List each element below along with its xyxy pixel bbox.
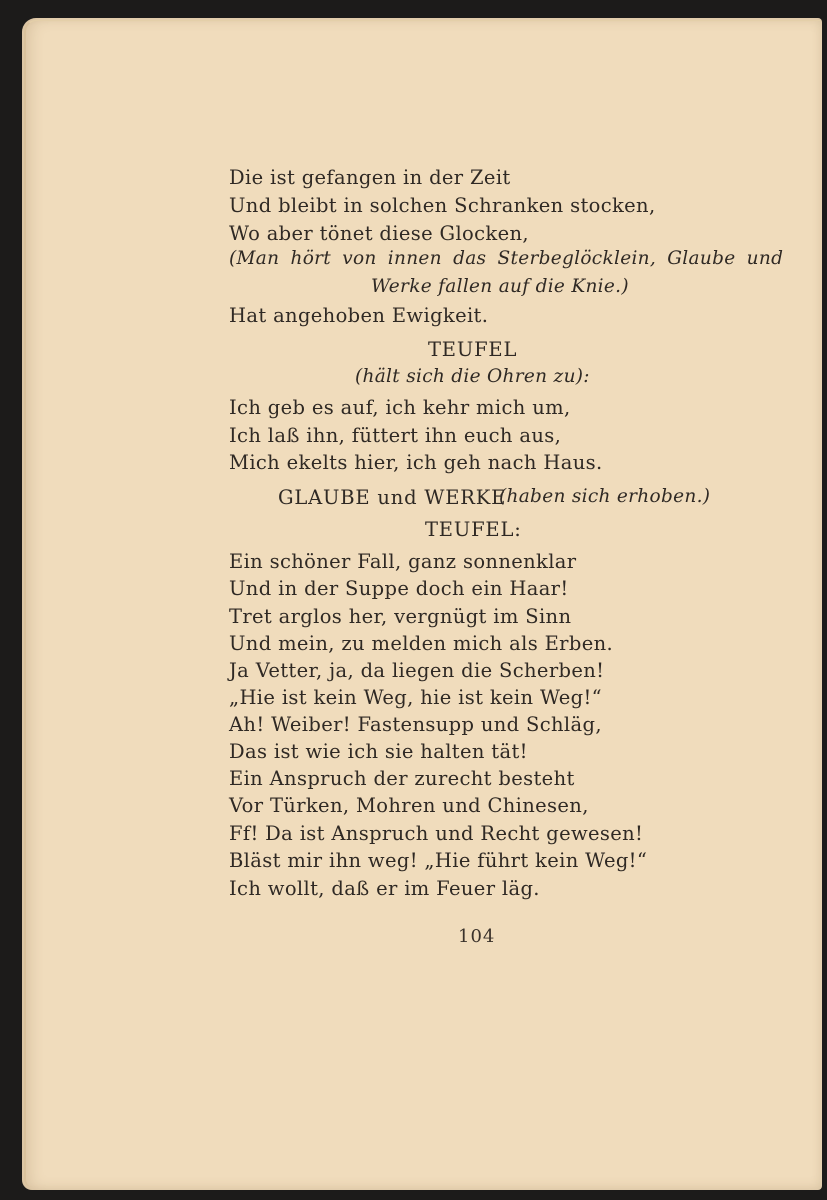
stage-direction: (Man hört von innen das Sterbeglöcklein, Glaube und <box>229 248 784 269</box>
verse-line: Ich geb es auf, ich kehr mich um, <box>229 396 571 419</box>
verse-line: Ich laß ihn, füttert ihn euch aus, <box>229 424 562 447</box>
speaker-direction: (hält sich die Ohren zu): <box>355 366 590 387</box>
verse-line: Ja Vetter, ja, da liegen die Scherben! <box>229 659 605 682</box>
verse-line: Mich ekelts hier, ich geh nach Haus. <box>229 451 603 474</box>
verse-line: Vor Türken, Mohren und Chinesen, <box>229 794 589 817</box>
verse-line: Tret arglos her, vergnügt im Sinn <box>229 605 572 628</box>
verse-line: Und bleibt in solchen Schranken stocken, <box>229 194 656 217</box>
speaker-name: GLAUBE und WERKE <box>278 486 507 509</box>
verse-line: Hat angehoben Ewigkeit. <box>229 304 489 327</box>
page-number: 104 <box>458 926 496 947</box>
verse-line: Das ist wie ich sie halten tät! <box>229 740 528 763</box>
speaker-name: TEUFEL: <box>425 518 522 541</box>
verse-line: Wo aber tönet diese Glocken, <box>229 222 529 245</box>
verse-line: Ich wollt, daß er im Feuer läg. <box>229 877 540 900</box>
verse-line: Ein schöner Fall, ganz sonnenklar <box>229 550 577 573</box>
verse-line: Und in der Suppe doch ein Haar! <box>229 577 569 600</box>
verse-line: Und mein, zu melden mich als Erben. <box>229 632 614 655</box>
verse-line: Bläst mir ihn weg! „Hie führt kein Weg!“ <box>229 849 648 872</box>
stage-direction: Werke fallen auf die Knie.) <box>371 276 629 297</box>
speaker-name: TEUFEL <box>428 338 518 361</box>
verse-line: Ah! Weiber! Fastensupp und Schläg, <box>229 713 602 736</box>
verse-line: „Hie ist kein Weg, hie ist kein Weg!“ <box>229 686 602 709</box>
speaker-direction: (haben sich erhoben.) <box>499 486 711 507</box>
verse-line: Ff! Da ist Anspruch und Recht gewesen! <box>229 822 644 845</box>
verse-line: Ein Anspruch der zurecht besteht <box>229 767 575 790</box>
verse-line: Die ist gefangen in der Zeit <box>229 166 511 189</box>
